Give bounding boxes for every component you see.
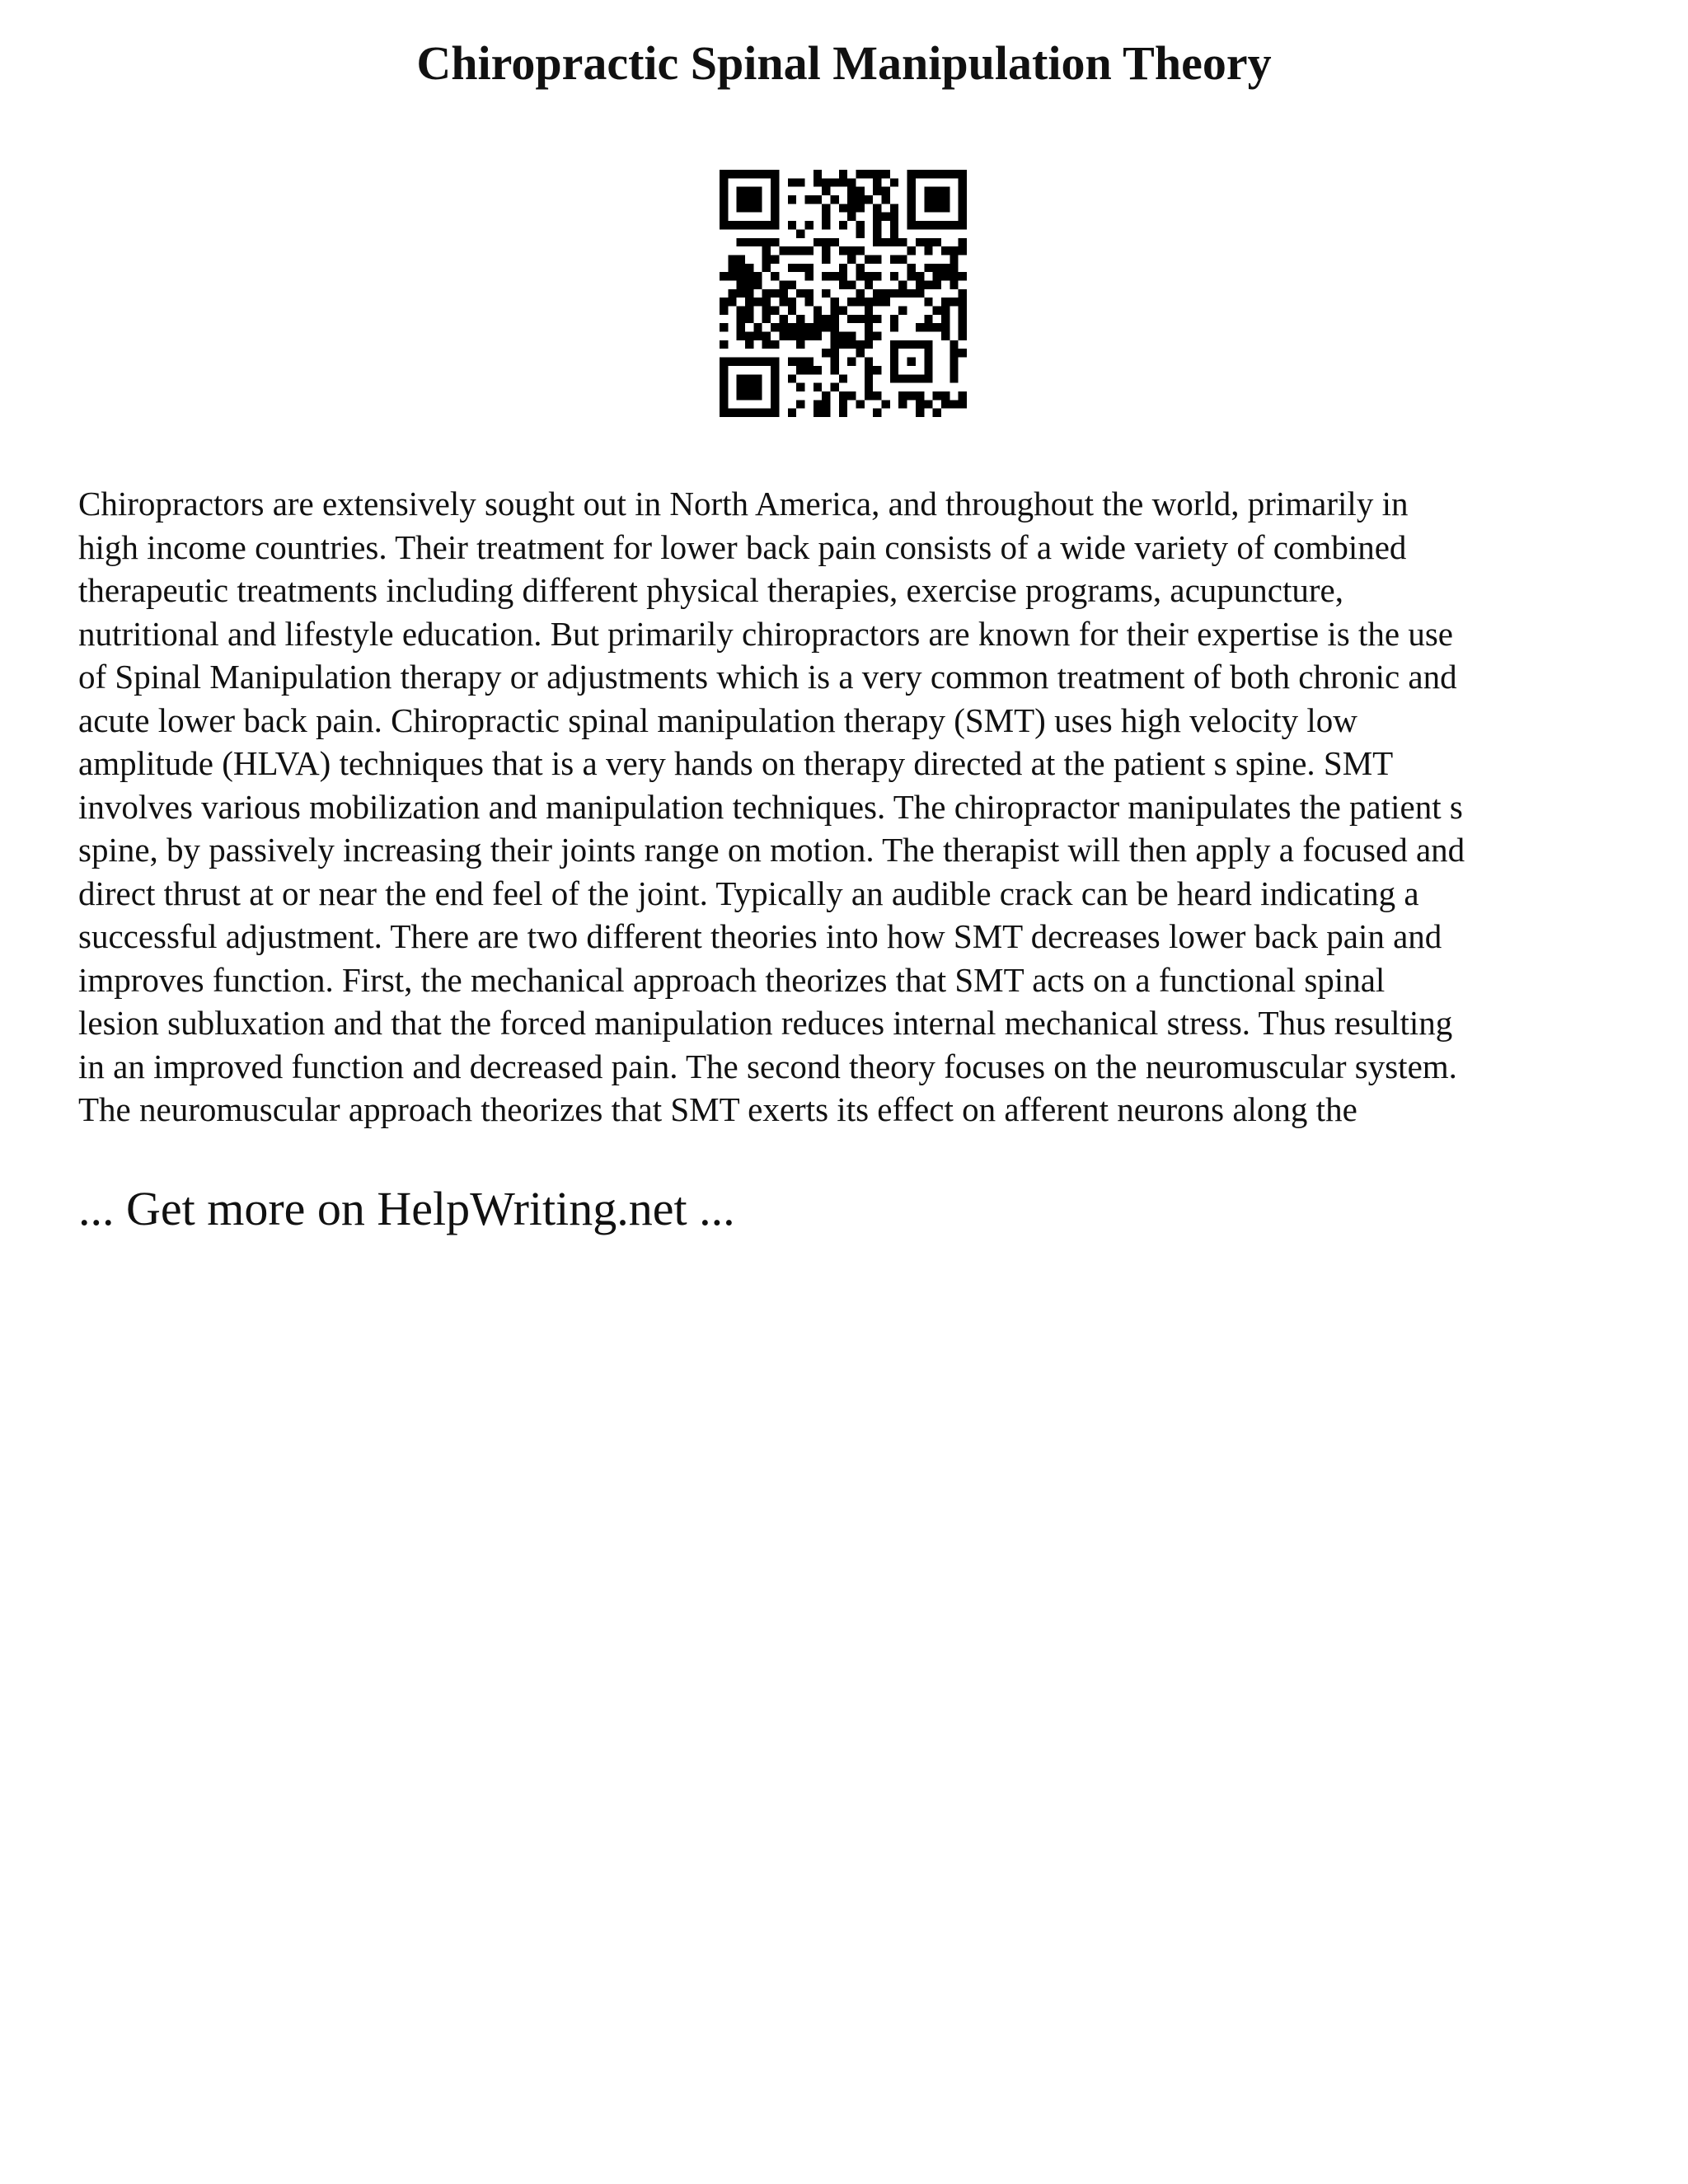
body-line: involves various mobilization and manipulation techniques. The chiropractor manipulates the patient s: [78, 787, 1463, 826]
body-line: lesion subluxation and that the forced manipulation reduces internal mechanical stress. Thus resulting: [78, 1004, 1453, 1042]
body-line: nutritional and lifestyle education. But primarily chiropractors are known for their expertise is the use: [78, 614, 1453, 653]
body-line: in an improved function and decreased pain. The second theory focuses on the neuromuscular system.: [78, 1047, 1457, 1085]
body-line: successful adjustment. There are two different theories into how SMT decreases lower back pain and: [78, 917, 1442, 955]
body-line: acute lower back pain. Chiropractic spinal manipulation therapy (SMT) uses high velocity low: [78, 701, 1357, 739]
document-title: Chiropractic Spinal Manipulation Theory: [416, 36, 1272, 90]
body-line: improves function. First, the mechanical approach theorizes that SMT acts on a functional spinal: [78, 960, 1386, 999]
qr-code-icon[interactable]: [720, 170, 967, 417]
body-line: high income countries. Their treatment for lower back pain consists of a wide variety of combined: [78, 527, 1407, 566]
body-paragraph: [78, 482, 1620, 1132]
body-line: of Spinal Manipulation therapy or adjustments which is a very common treatment of both chronic and: [78, 658, 1457, 696]
body-line: Chiropractors are extensively sought out in North America, and throughout the world, primarily in: [78, 485, 1409, 523]
body-line: direct thrust at or near the end feel of the joint. Typically an audible crack can be heard indicating a: [78, 874, 1419, 912]
body-line: The neuromuscular approach theorizes that SMT exerts its effect on afferent neurons along the: [78, 1090, 1357, 1128]
body-line: spine, by passively increasing their joints range on motion. The therapist will then apply a focused and: [78, 831, 1465, 869]
body-line: amplitude (HLVA) techniques that is a very hands on therapy directed at the patient s spine. SMT: [78, 744, 1394, 782]
body-line: therapeutic treatments including different physical therapies, exercise programs, acupuncture,: [78, 571, 1343, 609]
get-more-link[interactable]: ... Get more on HelpWriting.net ...: [78, 1182, 735, 1235]
